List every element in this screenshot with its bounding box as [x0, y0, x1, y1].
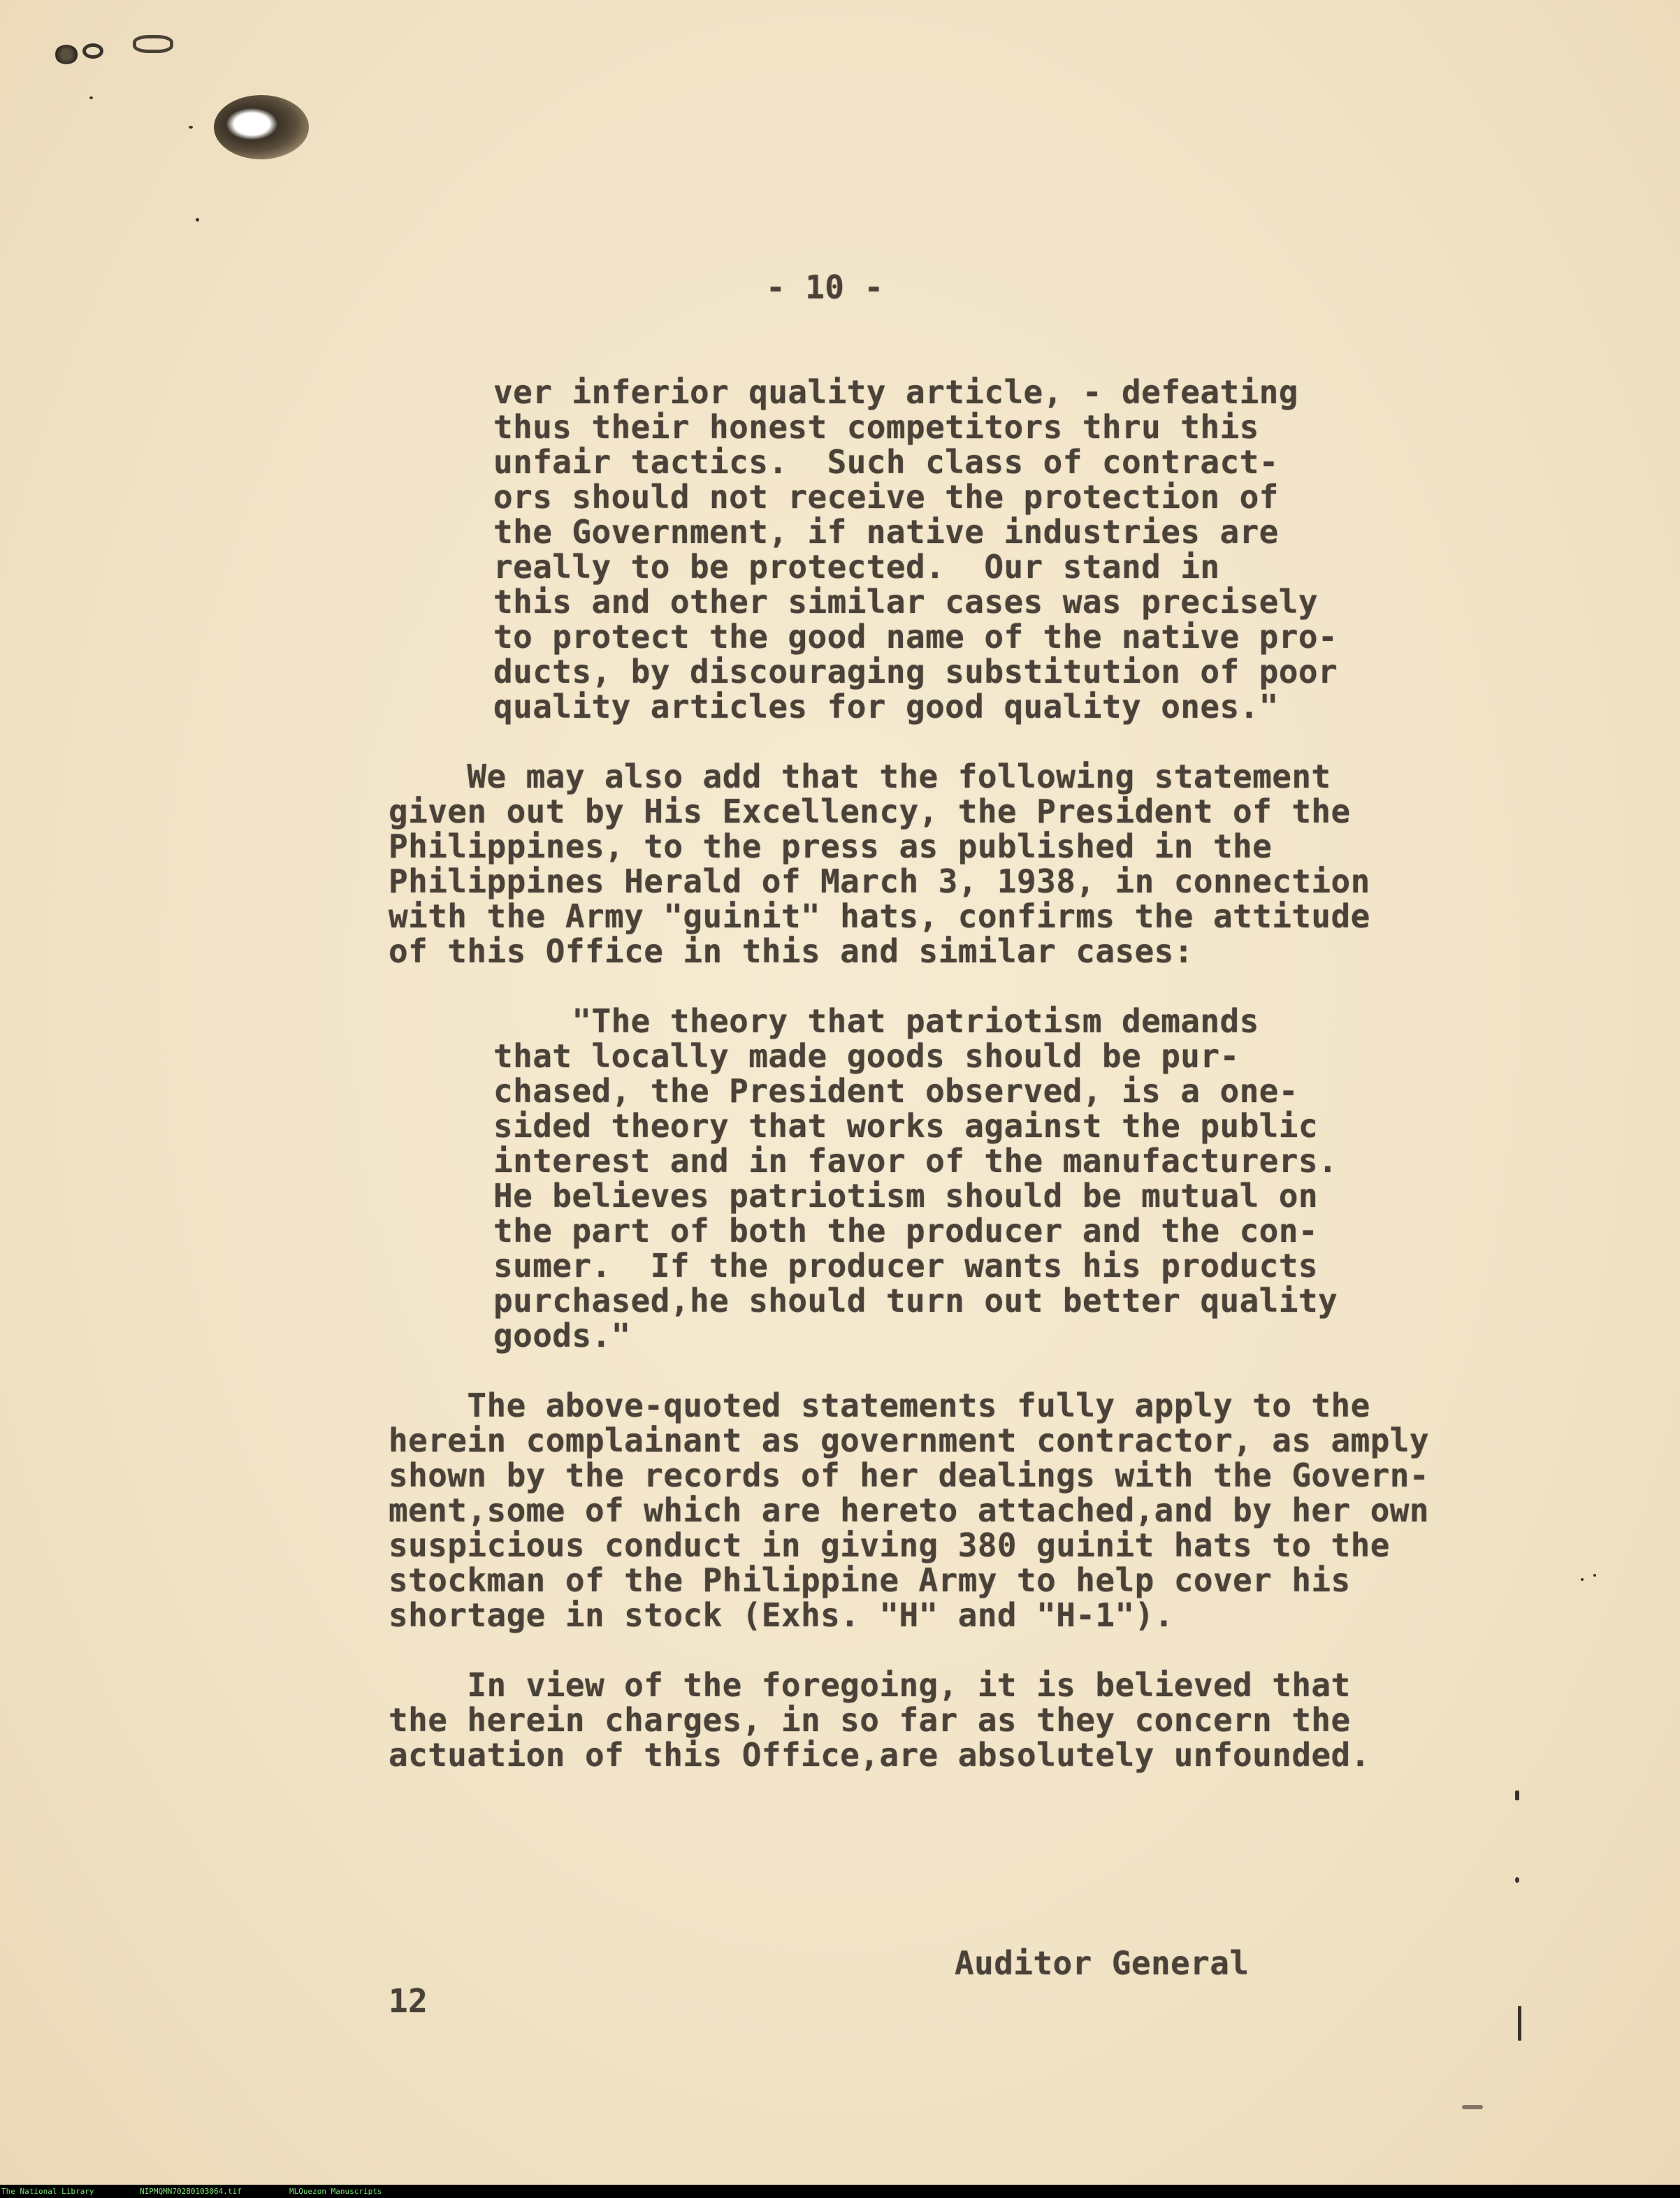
punch-hole-mark: [214, 95, 309, 159]
stray-mark: [1593, 1574, 1596, 1577]
text-line: actuation of this Office,are absolutely unfounded.: [389, 1736, 1370, 1774]
text-line: shortage in stock (Exhs. "H" and "H-1").: [389, 1596, 1174, 1634]
stray-mark: [1581, 1578, 1584, 1581]
text-line: sumer. If the producer wants his products: [493, 1247, 1318, 1285]
text-line: goods.": [493, 1317, 631, 1354]
text-line: In view of the foregoing, it is believed that: [389, 1666, 1351, 1704]
quote-continuation: [493, 375, 1338, 724]
text-line: He believes patriotism should be mutual on: [493, 1177, 1318, 1215]
text-line: this and other similar cases was precisely: [493, 583, 1318, 621]
text-line: of this Office in this and similar cases:: [389, 932, 1194, 970]
staple-hole-mark: [55, 45, 78, 64]
text-line: thus their honest competitors thru this: [493, 408, 1259, 446]
signature-title: Auditor General: [955, 1944, 1250, 1982]
left-margin-number: 12: [389, 1982, 428, 2020]
text-line: with the Army "guinit" hats, confirms the attitude: [389, 897, 1370, 935]
text-line: shown by the records of her dealings with the Govern-: [389, 1456, 1429, 1494]
text-line: given out by His Excellency, the President of the: [389, 793, 1351, 830]
text-line: ors should not receive the protection of: [493, 478, 1279, 516]
stray-mark: [1515, 1791, 1519, 1800]
paragraph-president-statement: [389, 759, 1370, 969]
stray-mark: [189, 126, 193, 129]
text-line: The above-quoted statements fully apply to the: [389, 1387, 1370, 1424]
text-line: the Government, if native industries are: [493, 513, 1279, 551]
text-line: ver inferior quality article, - defeating: [493, 373, 1298, 411]
text-line: interest and in favor of the manufacturers.: [493, 1142, 1338, 1180]
paragraph-statements: [389, 1388, 1429, 1633]
text-line: sided theory that works against the public: [493, 1107, 1318, 1145]
text-line: that locally made goods should be pur-: [493, 1037, 1240, 1075]
text-line: We may also add that the following statement: [389, 758, 1331, 795]
page-number: - 10 -: [766, 268, 884, 306]
text-line: Philippines, to the press as published in the: [389, 827, 1273, 865]
text-line: ment,some of which are hereto attached,and by her own: [389, 1491, 1429, 1529]
text-line: to protect the good name of the native pro-: [493, 618, 1338, 656]
text-line: purchased,he should turn out better quality: [493, 1282, 1338, 1319]
text-line: stockman of the Philippine Army to help cover his: [389, 1561, 1351, 1599]
text-line: quality articles for good quality ones.": [493, 688, 1279, 725]
text-line: chased, the President observed, is a one-: [493, 1072, 1298, 1110]
text-line: unfair tactics. Such class of contract-: [493, 443, 1279, 481]
text-line: suspicious conduct in giving 380 guinit hats to the: [389, 1526, 1390, 1564]
text-line: the herein charges, in so far as they concern the: [389, 1701, 1351, 1739]
staple-hole-mark: [133, 35, 173, 53]
text-line: Philippines Herald of March 3, 1938, in connection: [389, 862, 1370, 900]
footer-library: The National Library: [1, 2187, 94, 2196]
scan-footer-bar: [0, 2185, 1680, 2198]
stray-mark: [1518, 2006, 1521, 2041]
footer-file: NIPMQMN70280103064.tif: [140, 2187, 242, 2196]
text-line: "The theory that patriotism demands: [493, 1002, 1259, 1040]
text-line: the part of both the producer and the con-: [493, 1212, 1318, 1250]
stray-mark: [1515, 1877, 1519, 1883]
stray-mark: [1462, 2105, 1483, 2109]
stray-mark: [89, 96, 93, 99]
text-line: ducts, by discouraging substitution of poor: [493, 653, 1338, 691]
staple-hole-mark: [82, 43, 103, 59]
paragraph-conclusion: [389, 1668, 1370, 1772]
footer-collection: MLQuezon Manuscripts: [289, 2187, 382, 2196]
quote-president: [493, 1004, 1338, 1353]
stray-mark: [196, 218, 199, 222]
text-line: herein complainant as government contractor, as amply: [389, 1422, 1429, 1459]
text-line: really to be protected. Our stand in: [493, 548, 1220, 586]
